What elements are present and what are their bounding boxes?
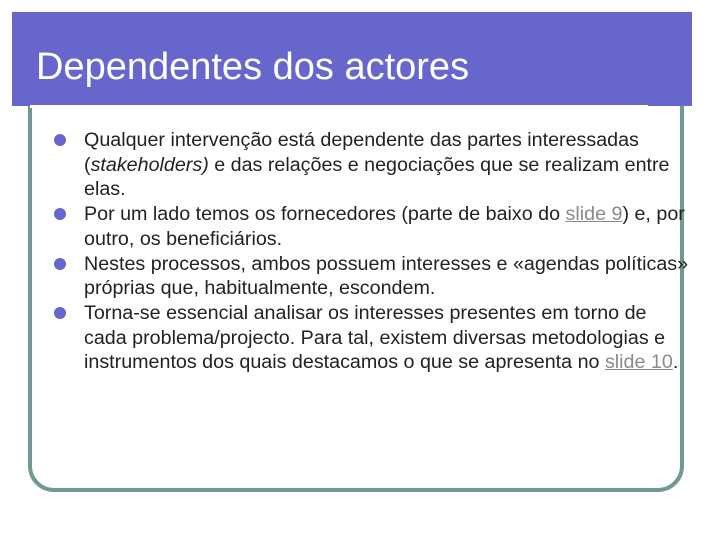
- bullet-item: [54, 301, 694, 375]
- bullet-text: ) e, por outro, os beneficiários.: [84, 203, 685, 250]
- bullet-dot-icon: [54, 208, 66, 220]
- title-bar: [12, 12, 692, 106]
- bullet-text: e das relações e negociações que se realizam entre elas.: [84, 153, 670, 201]
- title-underline: [30, 105, 648, 108]
- italic-text: stakeholders): [90, 153, 209, 176]
- bullet-text: Torna-se essencial analisar os interesses presentes em torno de cada problema/projecto. Para tal, existem diversas metodologias e instrumentos dos quais destacamos o que se apresenta no: [84, 301, 666, 374]
- slide-link[interactable]: slide 9: [565, 203, 623, 226]
- bullet-item: [54, 252, 694, 301]
- bullet-dot-icon: [54, 258, 66, 270]
- bullet-item: [54, 128, 694, 202]
- bullet-dot-icon: [54, 307, 66, 319]
- slide-link[interactable]: slide 10: [604, 351, 673, 374]
- bullet-text: Por um lado temos os fornecedores (parte de baixo do: [84, 203, 566, 226]
- bullet-list: [54, 128, 694, 375]
- bullet-dot-icon: [54, 134, 66, 146]
- bullet-text: Qualquer intervenção está dependente das partes interessadas (: [84, 129, 639, 176]
- bullet-text: .: [672, 351, 679, 374]
- bullet-item: [54, 202, 694, 251]
- bullet-text: Nestes processos, ambos possuem interesses e «agendas políticas» próprias que, habitualmente, escondem.: [84, 252, 689, 300]
- slide-title: Dependentes dos actores: [36, 46, 470, 88]
